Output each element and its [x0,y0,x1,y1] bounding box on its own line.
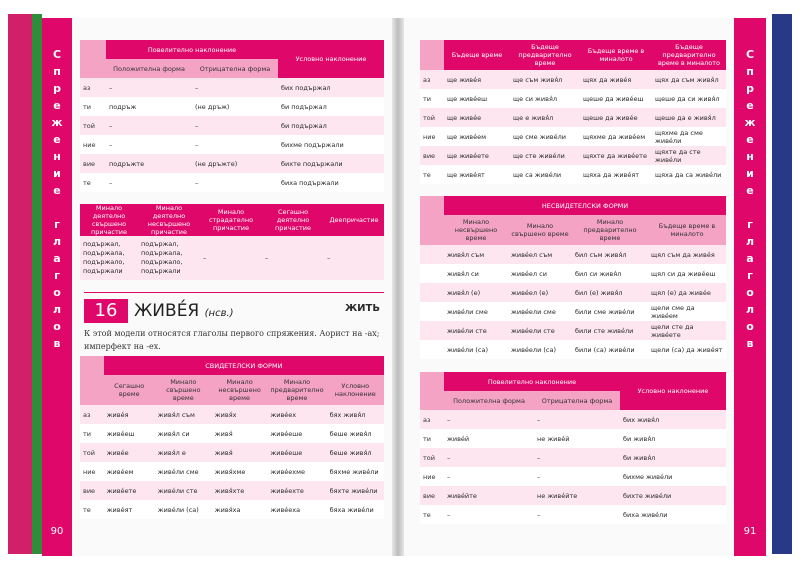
pronoun-cell: те [420,505,444,524]
table-cell: подръжте [106,154,192,173]
table-row [80,443,384,462]
negative-form-header: Отрицателна форма [192,59,278,78]
table-row [420,245,726,264]
table-cell: ще е живя́л [510,108,580,127]
table-cell: (не дръжте) [192,154,278,173]
side-title-letter: р [53,82,61,95]
table-row [420,70,726,89]
table-cell: живе́ел (е) [508,283,572,302]
table-cell: ще са живе́ли [510,165,580,184]
side-title-letter: л [745,303,755,316]
table-cell: живя́л си [155,424,212,443]
table-cell: бяхме живе́ли [327,462,384,481]
table-cell: бихме подържали [278,135,384,154]
table-row [420,283,726,302]
column-header: Минало несвършено време [212,375,268,405]
table-cell: щял съм да живе́я [648,245,726,264]
table-cell: бил си живя́л [572,264,648,283]
table-cell: – [106,173,192,192]
participle-cell [80,236,138,280]
table-row [80,116,384,135]
table-cell: бяха живе́ли [327,500,384,519]
table-cell: ще живе́ем [444,127,510,146]
model-word: ЖИВЕ́Я (нсв.) [134,301,234,321]
table-cell: живя́л е [155,443,212,462]
table-cell: ще живе́ят [444,165,510,184]
table-cell: бих подържал [278,78,384,97]
header-spacer [420,40,444,70]
table-cell: щяха да са живе́ли [652,165,726,184]
table-cell: щях да съм живя́л [652,70,726,89]
participle-form: подържала, [83,249,125,257]
table-cell: – [192,78,278,97]
participle-cell: – [200,236,262,280]
negative-form-header: Отрицателна форма [534,391,620,410]
side-title-letter: о [53,320,61,333]
table-cell: живя́л (е) [444,283,508,302]
model-divider [84,292,384,293]
model-heading [84,299,384,323]
pronoun-cell: ние [80,462,104,481]
table-cell: живе́ели сме [508,302,572,321]
table-cell: живя́ [212,443,268,462]
table-cell: – [192,135,278,154]
side-title-letter: С [745,48,755,61]
column-header: Минало предварително време [267,375,326,405]
table-row [80,424,384,443]
evidential-table [80,356,384,519]
side-title-letter: е [53,184,61,197]
side-title-letter: н [746,150,754,163]
table-cell: ще си живя́л [510,89,580,108]
column-header: Сегашно време [104,375,155,405]
pronoun-cell: вие [420,146,444,165]
pronoun-cell: вие [80,481,104,500]
participle-cell [138,236,200,280]
table-row [80,481,384,500]
pronoun-cell: ние [420,467,444,486]
table-cell: би живя́л [620,448,726,467]
table-cell: бихте живе́ли [620,486,726,505]
table-cell: щели сте да живе́ете [648,321,726,340]
table-row [420,146,726,165]
imperative-group-header: Повелително наклонение [106,40,278,59]
table-row [420,89,726,108]
table-cell: живе́ел съм [508,245,572,264]
header-spacer [80,375,104,405]
table-cell: би подържал [278,116,384,135]
imperative-table-left [80,40,384,192]
column-header: Бъдеще време в миналото [580,40,652,70]
non-evidential-title: НЕСВИДЕТЕЛСКИ ФОРМИ [444,196,726,215]
aspect-note: (нсв.) [204,308,234,319]
side-title-letter: е [746,184,754,197]
table-row [80,154,384,173]
table-cell: не живе́й [534,429,620,448]
side-title-letter: р [746,82,754,95]
table-cell: – [106,135,192,154]
book-cover-left [8,14,32,554]
table-cell: живе́ех [267,405,326,424]
table-cell: живе́ли сме [444,302,508,321]
side-title-letter: а [746,252,754,265]
table-cell: не живе́йте [534,486,620,505]
table-cell: беше живя́л [327,424,384,443]
table-cell: ще живе́еш [444,89,510,108]
book-cover-left-edge [32,14,42,554]
pronoun-cell: той [80,116,106,135]
pronoun-cell [420,340,444,359]
table-cell: живе́ят [104,500,155,519]
table-cell: бил (е) живя́л [572,283,648,302]
table-cell: бил съм живя́л [572,245,648,264]
side-title-letter: о [53,286,61,299]
table-cell: живе́ели сте [508,321,572,340]
pronoun-cell: той [420,108,444,127]
side-title-letter: л [52,235,62,248]
participles-table [80,204,384,280]
pronoun-cell: аз [420,410,444,429]
table-row [80,173,384,192]
left-side-band [42,18,72,556]
table-cell: живе́ели (са) [508,340,572,359]
table-row [420,302,726,321]
table-cell: живя́л си [444,264,508,283]
side-title-letter: в [53,337,61,350]
positive-form-header: Положителна форма [106,59,192,78]
table-cell: щял си да живе́еш [648,264,726,283]
table-cell: щеше да си живя́л [652,89,726,108]
table-row [420,127,726,146]
table-row [420,410,726,429]
pronoun-cell [420,264,444,283]
column-header: Минало деятелно несвършено причастие [138,204,200,236]
table-row [80,500,384,519]
table-cell: – [106,78,192,97]
table-cell: живе́йте [444,486,534,505]
column-header: Сегашно деятелно причастие [262,204,324,236]
table-cell: ще живе́е [444,108,510,127]
page-number-left: 90 [50,526,64,537]
side-title-letter: н [53,150,61,163]
table-cell: живе́ел си [508,264,572,283]
column-header: Бъдеще предварително време в миналото [652,40,726,70]
table-cell: биха живе́ли [620,505,726,524]
side-title-letter: а [53,252,61,265]
table-cell: живя́хте [212,481,268,500]
table-cell: подръж [106,97,192,116]
participle-form: подържал, [141,240,179,248]
table-cell: щяхте да сте живе́ли [652,146,726,165]
table-cell: – [106,116,192,135]
side-title-letter: и [746,167,754,180]
table-cell: щяхме да сме живе́ли [652,127,726,146]
page-number-right: 91 [743,526,757,537]
pronoun-cell: те [80,173,106,192]
pronoun-cell: ние [80,135,106,154]
conditional-header: Условно наклонение [278,40,384,78]
table-cell: живя́ха [212,500,268,519]
table-cell: – [534,505,620,524]
table-row [420,486,726,505]
table-cell: били (са) живе́ли [572,340,648,359]
table-cell: бяхте живе́ли [327,481,384,500]
pronoun-cell: аз [420,70,444,89]
pronoun-cell: ти [420,429,444,448]
table-row [80,405,384,424]
pronoun-cell: аз [80,405,104,424]
table-row [420,321,726,340]
column-header: Условно наклонение [327,375,384,405]
table-cell: живе́ли сме [155,462,212,481]
table-cell: – [444,467,534,486]
table-row [80,97,384,116]
table-row [420,108,726,127]
participle-cell: – [324,236,384,280]
table-row [420,467,726,486]
column-header: Минало страдателно причастие [200,204,262,236]
column-header: Минало свършено време [155,375,212,405]
table-row [420,264,726,283]
pronoun-cell: ти [420,89,444,108]
pronoun-cell: вие [420,486,444,505]
table-cell: живе́еше [267,443,326,462]
pronoun-cell: ние [420,127,444,146]
pronoun-cell: той [80,443,104,462]
table-cell: щяхте да живе́ете [580,146,652,165]
table-cell: би живя́л [620,429,726,448]
participle-form: подържал, [83,240,121,248]
column-header: Минало свършено време [508,215,572,245]
column-header: Минало несвършено време [444,215,508,245]
table-cell: живе́еха [267,500,326,519]
table-row [420,429,726,448]
column-header: Минало деятелно свършено причастие [80,204,138,236]
pronoun-cell [420,321,444,340]
table-cell: живе́е [104,443,155,462]
table-cell: ще живе́ете [444,146,510,165]
table-cell: щеше да е живя́л [652,108,726,127]
future-table [420,40,726,184]
participle-form: подържали [141,267,181,275]
table-cell: – [534,410,620,429]
table-cell: живя́л съм [155,405,212,424]
table-cell: щял (е) да живе́е [648,283,726,302]
table-cell: щели (са) да живе́ят [648,340,726,359]
table-cell: живя́хме [212,462,268,481]
side-title-letter: г [54,218,60,231]
side-title-letter: ж [51,116,63,129]
side-title-letter: п [53,65,61,78]
table-cell: – [192,116,278,135]
participle-form: подържала, [141,249,183,257]
table-cell: били сме живе́ли [572,302,648,321]
table-cell: ще живе́я [444,70,510,89]
model-number: 16 [84,299,128,323]
side-title-letter: г [747,269,753,282]
pronoun-cell: ти [80,97,106,116]
side-title-letter: в [746,337,754,350]
table-cell: били сте живе́ли [572,321,648,340]
table-cell: живе́ли сте [155,481,212,500]
evidential-title: СВИДЕТЕЛСКИ ФОРМИ [104,356,384,375]
table-cell: живе́я [104,405,155,424]
table-cell: живе́еш [104,424,155,443]
table-cell: бихме живе́ли [620,467,726,486]
column-header: Бъдеще време [444,40,510,70]
column-header: Бъдеще време в миналото [648,215,726,245]
table-cell: живе́й [444,429,534,448]
table-cell: живе́ли (са) [155,500,212,519]
table-cell: – [534,448,620,467]
table-cell: щяхме да живе́ем [580,127,652,146]
side-title-letter: л [745,235,755,248]
table-cell: бих живя́л [620,410,726,429]
pronoun-cell: те [80,500,104,519]
model-translation: ЖИТЬ [344,303,380,314]
side-title-letter: е [746,133,754,146]
book-cover-right [772,14,792,554]
conditional-header: Условно наклонение [620,372,726,410]
pronoun-cell [420,302,444,321]
table-row [420,340,726,359]
table-cell: беше живя́л [327,443,384,462]
side-title-letter: л [52,303,62,316]
table-row [80,462,384,481]
table-cell: щеше да живе́е [580,108,652,127]
table-cell: живе́ехме [267,462,326,481]
table-cell: ще сте живе́ли [510,146,580,165]
table-row [420,448,726,467]
table-row [420,505,726,524]
table-cell: щели сме да живе́ем [648,302,726,321]
table-cell: – [534,467,620,486]
table-cell: – [192,173,278,192]
side-title-letter: е [53,133,61,146]
side-title-letter: п [746,65,754,78]
table-cell: живе́ли сте [444,321,508,340]
participle-form: подържали [83,267,123,275]
side-title-letter: С [52,48,62,61]
table-cell: живя́х [212,405,268,424]
table-cell: живе́ли (са) [444,340,508,359]
imperative-table-right [420,372,726,524]
imperative-group-header: Повелително наклонение [444,372,620,391]
side-title-letter: ж [744,116,756,129]
table-cell: живе́ехте [267,481,326,500]
column-header: Бъдеще предварително време [510,40,580,70]
right-side-band [734,18,766,556]
table-cell: бихте подържали [278,154,384,173]
table-cell: щеше да живе́еш [580,89,652,108]
column-header: Минало предварително време [572,215,648,245]
side-title-letter: о [746,286,754,299]
table-row [80,135,384,154]
pronoun-cell: те [420,165,444,184]
participle-cell: – [262,236,324,280]
pronoun-cell [420,245,444,264]
participle-form: подържало, [141,258,183,266]
table-cell: – [444,448,534,467]
positive-form-header: Положителна форма [444,391,534,410]
table-cell: – [444,505,534,524]
participle-form: подържало, [83,258,125,266]
side-title-letter: г [54,269,60,282]
side-title-letter: е [746,99,754,112]
table-cell: ще съм живя́л [510,70,580,89]
table-cell: живе́ете [104,481,155,500]
side-title-letter: и [53,167,61,180]
table-cell: (не дръж) [192,97,278,116]
pronoun-cell: той [420,448,444,467]
pronoun-cell [420,283,444,302]
table-cell: щях да живе́я [580,70,652,89]
column-header: Деепричастие [324,204,384,236]
model-intro-text: К этой модели относятся глаголы первого спряжения. Аорист на -ах; имперфект на -ех. [84,329,380,351]
table-cell: би подържал [278,97,384,116]
table-cell: биха подържали [278,173,384,192]
pronoun-cell: ти [80,424,104,443]
book-gutter [392,18,404,556]
pronoun-cell: вие [80,154,106,173]
side-title-letter: о [746,320,754,333]
header-spacer [420,215,444,245]
side-title-letter: г [747,218,753,231]
pronoun-cell: аз [80,78,106,97]
table-cell: бях живя́л [327,405,384,424]
non-evidential-table [420,196,726,359]
table-cell: живе́ем [104,462,155,481]
table-cell: живя́л съм [444,245,508,264]
side-title-letter: е [53,99,61,112]
table-cell: щяха да живе́ят [580,165,652,184]
table-cell: – [444,410,534,429]
table-cell: ще сме живе́ли [510,127,580,146]
table-cell: живе́еше [267,424,326,443]
table-row [420,165,726,184]
table-row [80,78,384,97]
table-cell: живя́ [212,424,268,443]
